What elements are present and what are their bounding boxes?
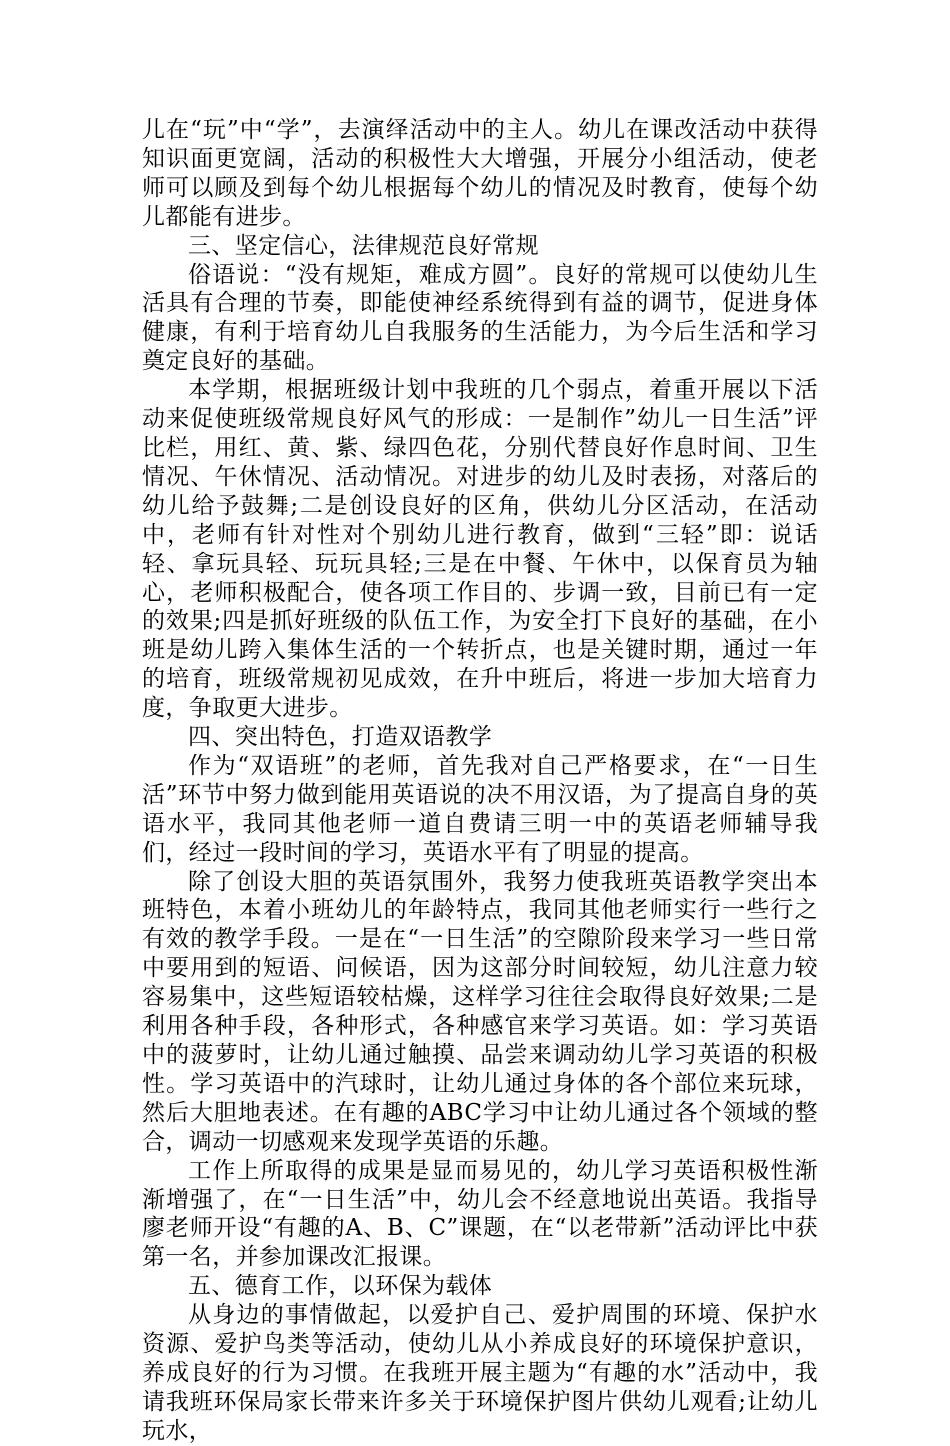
paragraph: 除了创设大胆的英语氛围外，我努力使我班英语教学突出本班特色，本着小班幼儿的年龄特点，我同其他老师实行一些行之有效的教学手段。一是在“一日生活”的空隙阶段来学习一些日常中要用到的短语、问候语，因为这部分时间较短，幼儿注意力较容易集中，这些短语较枯燥，这样学习往往会取得良好效果;二是利用各种手段，各种形式，各种感官来学习英语。如：学习英语中的菠萝时，让幼儿通过触摸、品尝来调动幼儿学习英语的积极性。学习英语中的汽球时，让幼儿通过身体的各个部位来玩球，然后大胆地表述。在有趣的ABC学习中让幼儿通过各个领域的整合，调动一切感观来发现学英语的乐趣。 <box>142 868 818 1155</box>
body-text <box>142 116 818 1446</box>
section-heading-4: 四、突出特色，打造双语教学 <box>188 724 493 751</box>
paragraph: 工作上所取得的成果是显而易见的，幼儿学习英语积极性渐渐增强了，在“一日生活”中，幼儿会不经意地说出英语。我指导廖老师开设“有趣的A、B、C”课题，在“以老带新”活动评比中获第一名，并参加课改汇报课。 <box>142 1157 818 1271</box>
paragraph: 俗语说：“没有规矩，难成方圆”。良好的常规可以使幼儿生活具有合理的节奏，即能使神经系统得到有益的调节，促进身体健康，有利于培育幼儿自我服务的生活能力，为今后生活和学习奠定良好的基础。 <box>142 261 818 375</box>
paragraph-continuation: 儿在“玩”中“学”，去演绎活动中的主人。幼儿在课改活动中获得知识面更宽阔，活动的积极性大大增强，开展分小组活动，使老师可以顾及到每个幼儿根据每个幼儿的情况及时教育，使每个幼儿都能有进步。 <box>142 117 818 230</box>
section-heading-5: 五、德育工作，以环保为载体 <box>188 1273 493 1300</box>
paragraph: 本学期，根据班级计划中我班的几个弱点，着重开展以下活动来促使班级常规良好风气的形成：一是制作”幼儿一日生活”评比栏，用红、黄、紫、绿四色花，分别代替良好作息时间、卫生情况、午休情况、活动情况。对进步的幼儿及时表扬，对落后的幼儿给予鼓舞;二是创设良好的区角，供幼儿分区活动，在活动中，老师有针对性对个别幼儿进行教育，做到“三轻”即：说话轻、拿玩具轻、玩玩具轻;三是在中餐、午休中，以保育员为轴心，老师积极配合，使各项工作目的、步调一致，目前已有一定的效果;四是抓好班级的队伍工作，为安全打下良好的基础，在小班是幼儿跨入集体生活的一个转折点，也是关键时期，通过一年的培育，班级常规初见成效，在升中班后，将进一步加大培育力度，争取更大进步。 <box>142 377 818 722</box>
section-heading-3: 三、坚定信心，法律规范良好常规 <box>188 232 539 259</box>
paragraph: 作为“双语班”的老师，首先我对自己严格要求，在“一日生活”环节中努力做到能用英语说的决不用汉语，为了提高自身的英语水平，我同其他老师一道自费请三明一中的英语老师辅导我们，经过一段时间的学习，英语水平有了明显的提高。 <box>142 752 818 866</box>
paragraph: 从身边的事情做起，以爱护自己、爱护周围的环境、保护水资源、爱护鸟类等活动，使幼儿从小养成良好的环境保护意识，养成良好的行为习惯。在我班开展主题为“有趣的水”活动中，我请我班环保局家长带来许多关于环境保护图片供幼儿观看;让幼儿玩水， <box>142 1302 818 1444</box>
